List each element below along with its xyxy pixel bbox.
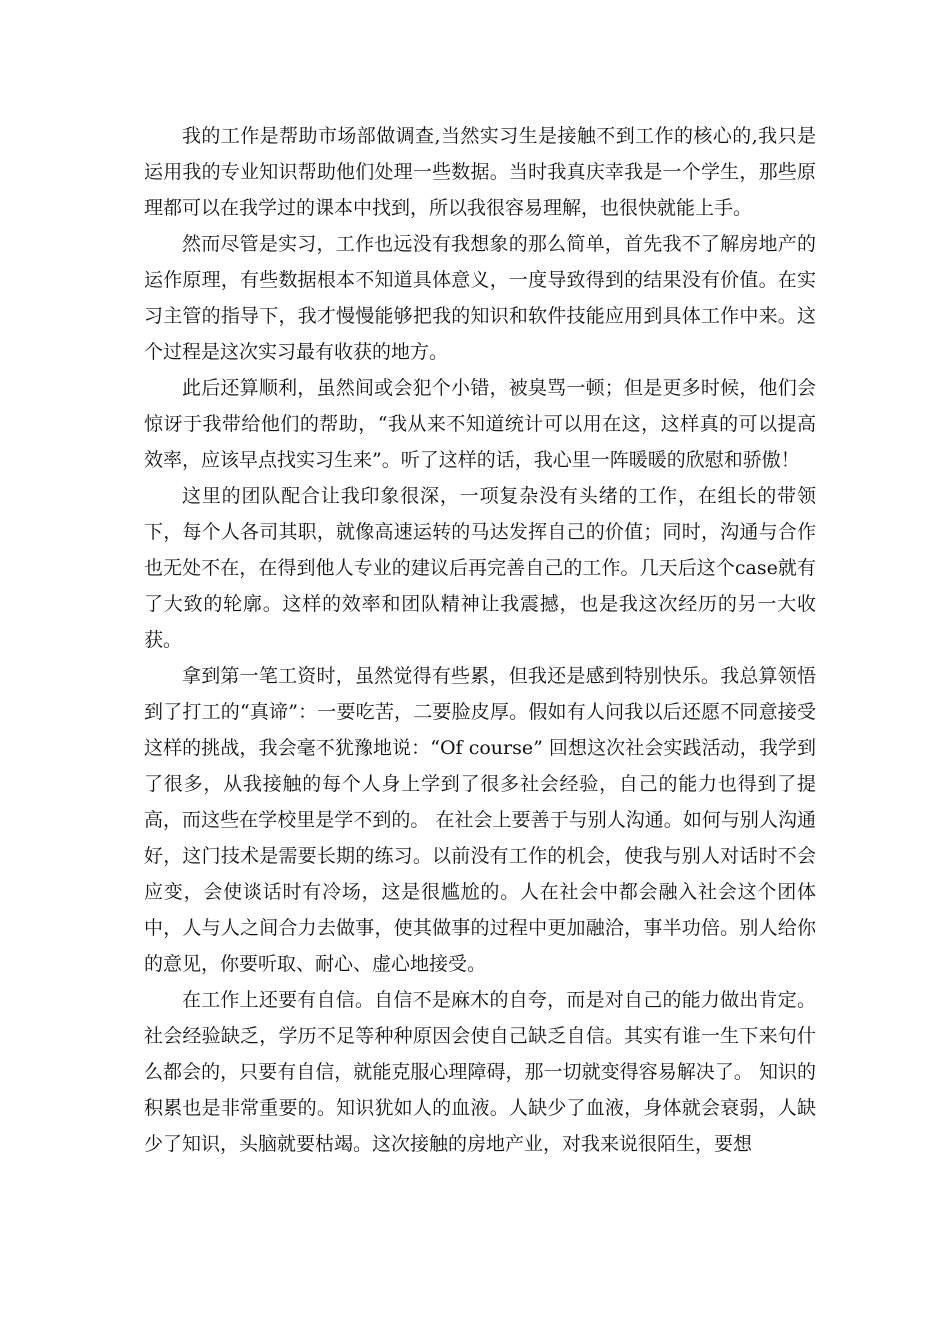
paragraph-1: 我的工作是帮助市场部做调查,当然实习生是接触不到工作的核心的,我只是运用我的专业知识帮助他们处理一些数据。当时我真庆幸我是一个学生，那些原理都可以在我学过的课本中找到，所以我很容易理解，也很快就能上手。 bbox=[144, 125, 816, 219]
paragraph-2: 然而尽管是实习，工作也远没有我想象的那么简单，首先我不了解房地产的运作原理，有些数据根本不知道具体意义，一度导致得到的结果没有价值。在实习主管的指导下，我才慢慢能够把我的知识和软件技能应用到具体工作中来。这个过程是这次实习最有收获的地方。 bbox=[144, 233, 816, 363]
paragraph-6: 在工作上还要有自信。自信不是麻木的自夸，而是对自己的能力做出肯定。社会经验缺乏，学历不足等种种原因会使自己缺乏自信。其实有谁一生下来句什么都会的，只要有自信，就能克服心理障碍，那一切就变得容易解决了。 知识的积累也是非常重要的。知识犹如人的血液。人缺少了血液，身体就会衰弱，人缺少了知识，头脑就要枯竭。这次接触的房地产业，对我来说很陌生，要想 bbox=[144, 989, 816, 1155]
paragraph-4: 这里的团队配合让我印象很深，一项复杂没有头绪的工作，在组长的带领下，每个人各司其职，就像高速运转的马达发挥自己的价值；同时，沟通与合作也无处不在，在得到他人专业的建议后再完善自己的工作。几天后这个case就有了大致的轮廓。这样的效率和团队精神让我震撼，也是我这次经历的另一大收获。 bbox=[144, 485, 816, 651]
paragraph-5: 拿到第一笔工资时，虽然觉得有些累，但我还是感到特别快乐。我总算领悟到了打工的“真谛”：一要吃苦，二要脸皮厚。假如有人问我以后还愿不同意接受这样的挑战，我会毫不犹豫地说：“Of course” 回想这次社会实践活动，我学到了很多，从我接触的每个人身上学到了很多社会经验，自己的能力也得到了提高，而这些在学校里是学不到的。 在社会上要善于与别人沟通。如何与别人沟通好，这门技术是需要长期的练习。以前没有工作的机会，使我与别人对话时不会应变，会使谈话时有冷场，这是很尴尬的。人在社会中都会融入社会这个团体中，人与人之间合力去做事，使其做事的过程中更加融洽，事半功倍。别人给你的意见，你要听取、耐心、虚心地接受。 bbox=[144, 665, 816, 975]
paragraph-3: 此后还算顺利，虽然间或会犯个小错，被臭骂一顿；但是更多时候，他们会惊讶于我带给他们的帮助，“我从来不知道统计可以用在这，这样真的可以提高效率，应该早点找实习生来”。听了这样的话，我心里一阵暖暖的欣慰和骄傲！ bbox=[144, 377, 816, 471]
document-body bbox=[144, 118, 816, 1162]
